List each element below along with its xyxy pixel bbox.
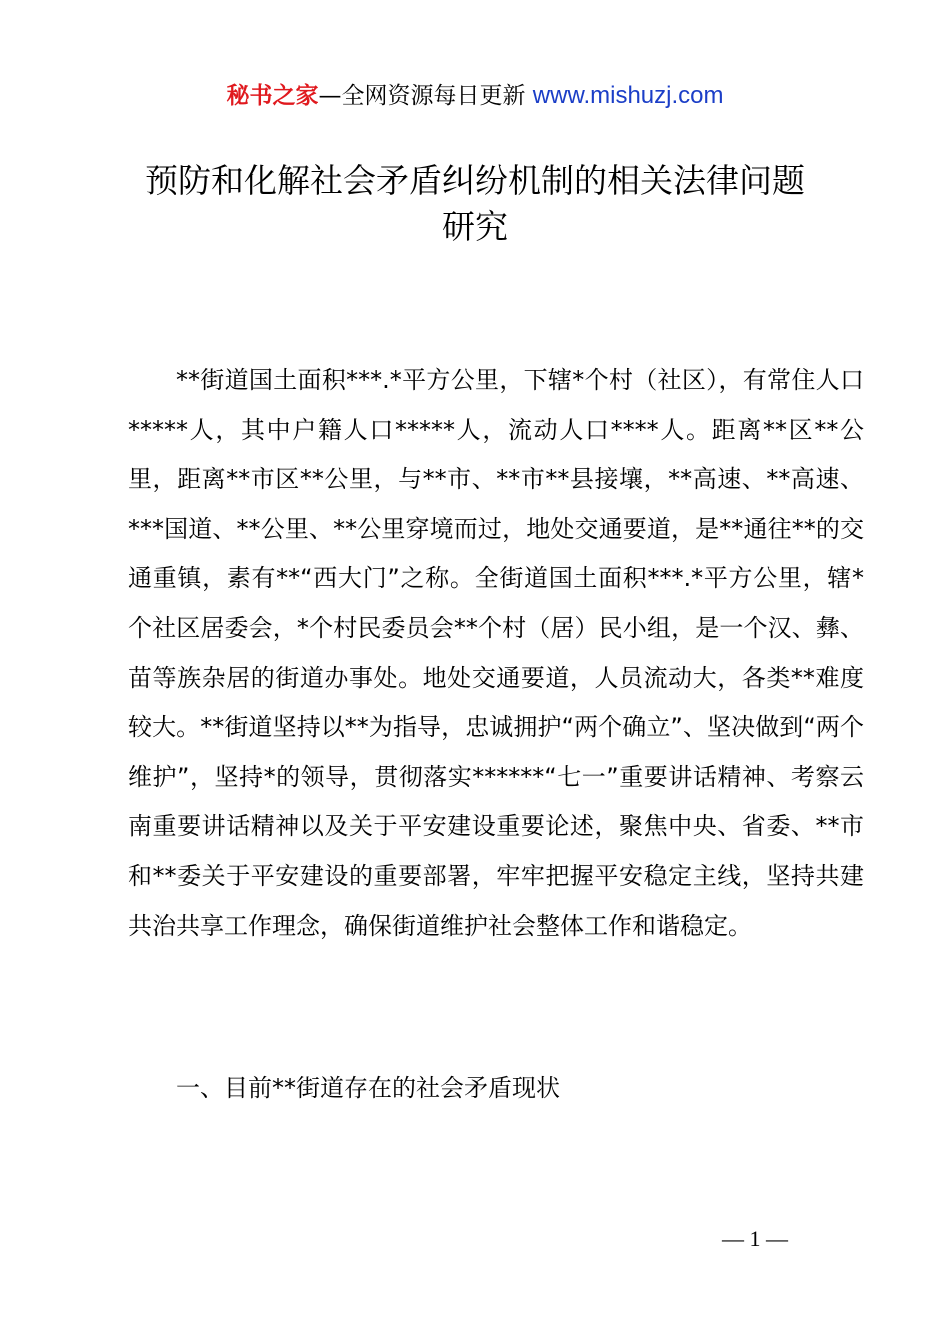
- document-title: [100, 158, 850, 250]
- title-line-1: 预防和化解社会矛盾纠纷机制的相关法律问题: [145, 161, 805, 200]
- site-url-link[interactable]: www.mishuzj.com: [532, 82, 724, 109]
- page-number: — 1 —: [722, 1226, 788, 1251]
- header-tagline: —全网资源每日更新: [318, 83, 526, 109]
- title-line-2: 研究: [442, 207, 508, 246]
- brand-name: 秘书之家: [226, 83, 319, 109]
- body-paragraph: **街道国土面积***.*平方公里，下辖*个村（社区），有常住人口*****人，其中户籍人口*****人，流动人口****人。距离**区**公里，距离**市区**公里，与**市、**市**县接壤，**高速、**高速、***国道、**公里、**公里穿境而过，地处交通要道，是**通往**的交通重镇，素有**“西大门”之称。全街道国土面积***.*平方公里，辖*个社区居委会，*个村民委员会**个村（居）民小组，是一个汉、彝、苗等族杂居的街道办事处。地处交通要道，人员流动大，各类**难度较大。**街道坚持以**为指导，忠诚拥护“两个确立”、坚决做到“两个维护”，坚持*的领导，贯彻落实******“七一”重要讲话精神、考察云南重要讲话精神以及关于平安建设重要论述，聚焦中央、省委、**市和**委关于平安建设的重要部署，牢牢把握平安稳定主线，坚持共建共治共享工作理念，确保街道维护社会整体工作和谐稳定。: [128, 366, 864, 940]
- section-heading: 一、目前**街道存在的社会矛盾现状: [176, 1074, 560, 1102]
- site-header: [0, 80, 950, 112]
